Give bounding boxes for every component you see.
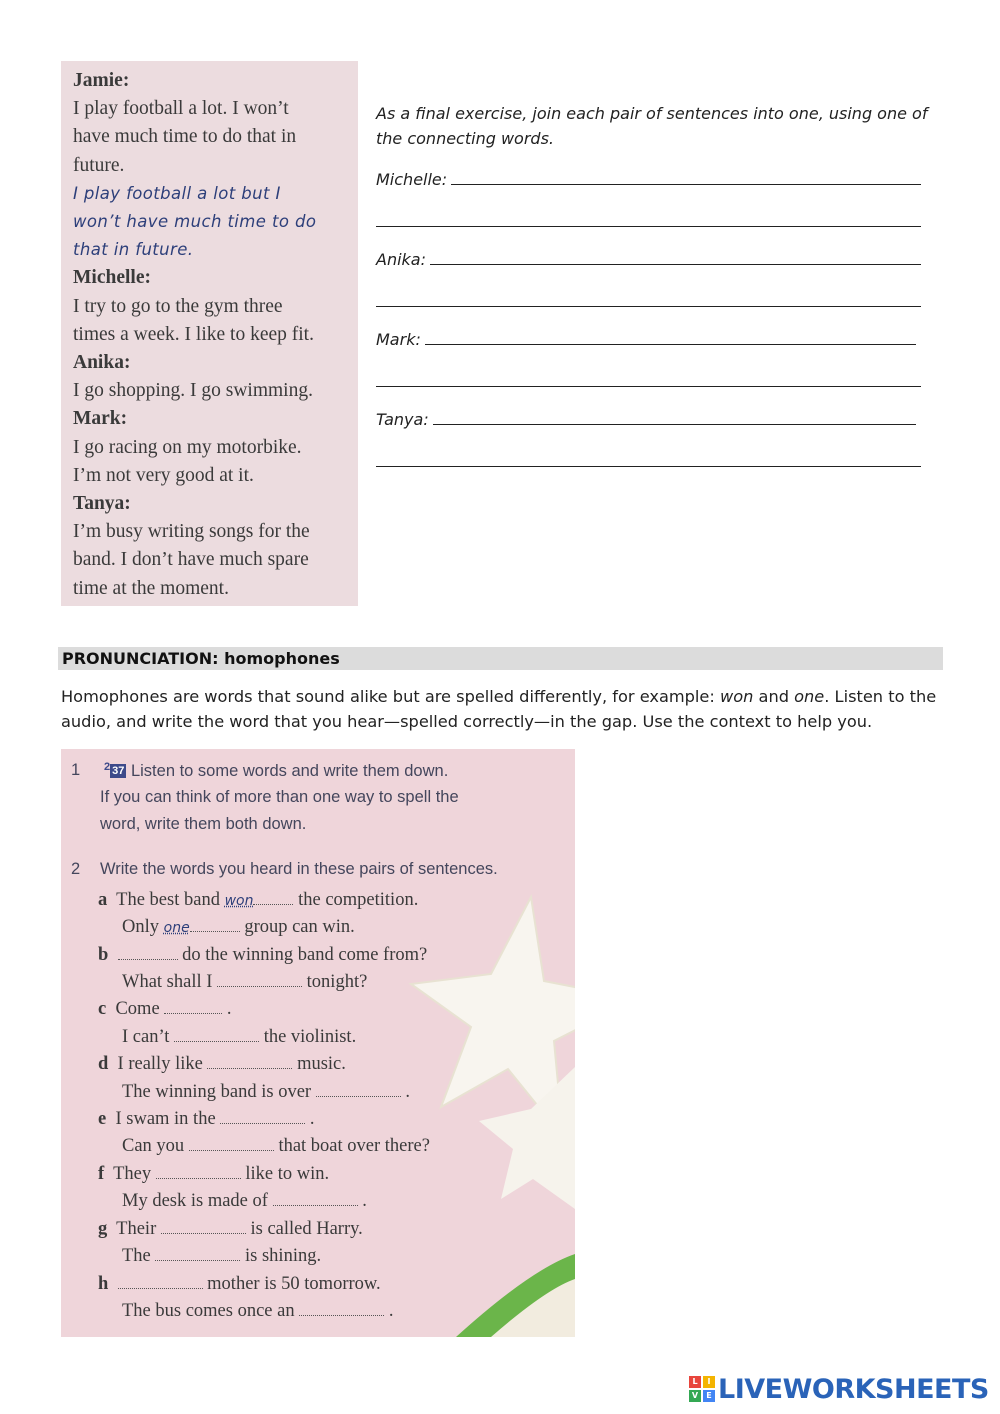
item-d-text-2: music. (292, 1054, 346, 1074)
item-h-text-3: . (384, 1301, 394, 1321)
speaker-name: Mark: (73, 408, 128, 430)
item-d-line-1 (98, 1054, 346, 1075)
para-and: and (753, 687, 795, 706)
logo-mark-icon (689, 1376, 715, 1402)
para-text-2: . Listen to the audio, and write the word that you hear—spelled correctly—in the gap. Use the context to help you. (61, 687, 937, 731)
item-e-text-1: I swam in the (115, 1109, 221, 1129)
item-a-line-1 (98, 890, 418, 911)
michelle-answer-line[interactable] (451, 183, 921, 185)
logo-tile: L (689, 1376, 701, 1388)
item-g-text-2: is called Harry. (245, 1219, 363, 1239)
item-d-letter: d (98, 1054, 109, 1074)
mark-label: Mark: (376, 330, 421, 349)
item-a-answer-1[interactable]: won (224, 893, 254, 909)
item-c-gap-2[interactable] (174, 1040, 259, 1042)
item-f-text-1: They (113, 1164, 156, 1184)
q1-line-2: If you can think of more than one way to spell the (100, 788, 459, 806)
item-g-text-3: The (122, 1246, 156, 1266)
item-b-line-2 (122, 972, 367, 993)
item-e-text-4: that boat over there? (273, 1136, 430, 1156)
tanya-answer-row[interactable] (376, 405, 916, 429)
speaker-text-line: I try to go to the gym three (73, 295, 283, 317)
michelle-answer-row[interactable] (376, 165, 921, 189)
item-c-text-3: I can’t (122, 1027, 175, 1047)
anika-answer-row[interactable] (376, 245, 921, 269)
tanya-label: Tanya: (376, 410, 429, 429)
speaker-name: Jamie: (73, 70, 130, 91)
q1-line-1 (104, 761, 448, 781)
speaker-text-line: I go racing on my motorbike. (73, 436, 302, 458)
item-d-text-3: The winning band is over (122, 1082, 316, 1102)
logo-tile: V (689, 1390, 701, 1402)
audio-track-prefix: 2 (104, 761, 111, 773)
speaker-name: Michelle: (73, 267, 151, 289)
handwritten-example-line: I play football a lot but I (73, 183, 281, 203)
mark-answer-line-2[interactable] (376, 386, 921, 387)
item-c-text-4: the violinist. (259, 1027, 357, 1047)
item-c-text-2: . (222, 999, 232, 1019)
item-h-text-1: mother is 50 tomorrow. (202, 1274, 381, 1294)
item-f-letter: f (98, 1164, 105, 1184)
item-c-text-1: Come (115, 999, 165, 1019)
para-example-won: won (719, 687, 754, 706)
speaker-text-line: future. (73, 154, 125, 176)
speakers-text-panel (61, 61, 358, 606)
item-h-gap-2[interactable] (299, 1314, 384, 1316)
speaker-text-line: I’m not very good at it. (73, 464, 254, 486)
handwritten-example-line: won’t have much time to do (73, 212, 317, 232)
speaker-text-line: have much time to do that in (73, 126, 297, 148)
item-f-line-2 (122, 1191, 367, 1212)
anika-answer-line-2[interactable] (376, 306, 921, 307)
item-f-line-1 (98, 1164, 329, 1185)
item-g-text-4: is shining. (240, 1246, 322, 1266)
item-b-text-3: tonight? (302, 972, 368, 992)
speaker-name: Anika: (73, 352, 131, 374)
item-a-text-2: the competition. (293, 890, 419, 910)
item-a-text-4: group can win. (239, 917, 355, 937)
item-a-letter: a (98, 890, 108, 910)
tanya-answer-line-2[interactable] (376, 466, 921, 467)
q1-text-line-1: Listen to some words and write them down. (130, 762, 449, 780)
item-c-gap-1[interactable] (164, 1012, 222, 1014)
logo-text: LIVEWORKSHEETS (718, 1373, 989, 1405)
q2-number: 2 (71, 860, 81, 878)
item-d-text-4: . (400, 1082, 410, 1102)
item-e-text-3: Can you (122, 1136, 189, 1156)
item-a-line-2 (122, 917, 355, 938)
item-b-line-1 (98, 945, 427, 966)
mark-answer-line[interactable] (425, 343, 916, 345)
para-example-one: one (794, 687, 825, 706)
item-a-gap-1[interactable] (253, 903, 293, 905)
speaker-text-line: time at the moment. (73, 577, 229, 599)
item-f-text-3: My desk is made of (122, 1191, 273, 1211)
item-f-text-2: like to win. (240, 1164, 330, 1184)
anika-label: Anika: (376, 250, 426, 269)
item-d-gap-2[interactable] (316, 1095, 401, 1097)
section-instructions (61, 684, 941, 734)
liveworksheets-logo[interactable] (689, 1374, 989, 1404)
item-b-letter: b (98, 945, 109, 965)
q1-line-3: word, write them both down. (100, 815, 307, 833)
item-a-gap-2[interactable] (190, 930, 240, 932)
item-e-line-2 (122, 1136, 430, 1157)
speaker-text-line: times a week. I like to keep fit. (73, 323, 314, 345)
michelle-label: Michelle: (376, 170, 448, 189)
item-f-gap-1[interactable] (156, 1177, 241, 1179)
item-f-text-4: . (357, 1191, 367, 1211)
speaker-name: Tanya: (73, 493, 131, 515)
logo-tile: E (703, 1390, 715, 1402)
item-b-gap-1[interactable] (118, 958, 178, 960)
speaker-text-line: I play football a lot. I won’t (73, 98, 289, 120)
item-h-line-2 (122, 1301, 393, 1322)
item-f-gap-2[interactable] (273, 1204, 358, 1206)
item-g-letter: g (98, 1219, 108, 1239)
para-text-1: Homophones are words that sound alike but are spelled differently, for example: (61, 687, 720, 706)
item-h-letter: h (98, 1274, 109, 1294)
item-a-text-1: The best band (116, 890, 225, 910)
item-g-line-1 (98, 1219, 363, 1240)
item-a-text-3: Only (122, 917, 164, 937)
item-e-line-1 (98, 1109, 315, 1130)
item-c-line-1 (98, 999, 232, 1020)
anika-answer-line[interactable] (430, 263, 921, 265)
item-g-gap-2[interactable] (155, 1259, 240, 1261)
item-e-text-2: . (305, 1109, 315, 1129)
item-g-text-1: Their (116, 1219, 161, 1239)
item-h-text-2: The bus comes once an (122, 1301, 300, 1321)
audio-track-badge: 37 (112, 765, 125, 777)
item-e-gap-2[interactable] (189, 1149, 274, 1151)
item-e-gap-1[interactable] (220, 1122, 305, 1124)
q2-text: Write the words you heard in these pairs of sentences. (100, 860, 498, 878)
section-heading: PRONUNCIATION: homophones (58, 647, 943, 670)
q1-number: 1 (71, 761, 81, 779)
mark-answer-row[interactable] (376, 325, 916, 349)
exercise-instruction: As a final exercise, join each pair of sentences into one, using one of the connecting words. (376, 104, 928, 148)
item-h-gap-1[interactable] (118, 1287, 203, 1289)
item-b-text-2: What shall I (122, 972, 218, 992)
handwritten-example-line: that in future. (73, 240, 194, 260)
item-e-letter: e (98, 1109, 107, 1129)
item-b-gap-2[interactable] (217, 985, 302, 987)
item-c-line-2 (122, 1027, 356, 1048)
item-d-gap-1[interactable] (207, 1067, 292, 1069)
tanya-answer-line[interactable] (433, 423, 916, 425)
michelle-answer-line-2[interactable] (376, 226, 921, 227)
item-h-line-1 (98, 1274, 381, 1295)
item-c-letter: c (98, 999, 107, 1019)
item-b-text-1: do the winning band come from? (177, 945, 428, 965)
item-a-answer-2[interactable]: one (163, 920, 190, 936)
item-g-line-2 (122, 1246, 321, 1267)
item-d-line-2 (122, 1082, 410, 1103)
homophones-exercise-panel (61, 749, 575, 1337)
speaker-text-line: I go shopping. I go swimming. (73, 380, 313, 402)
logo-tile: I (703, 1376, 715, 1388)
speaker-text-line: I’m busy writing songs for the (73, 521, 310, 543)
item-g-gap-1[interactable] (161, 1232, 246, 1234)
speaker-text-line: band. I don’t have much spare (73, 549, 309, 571)
item-d-text-1: I really like (117, 1054, 208, 1074)
